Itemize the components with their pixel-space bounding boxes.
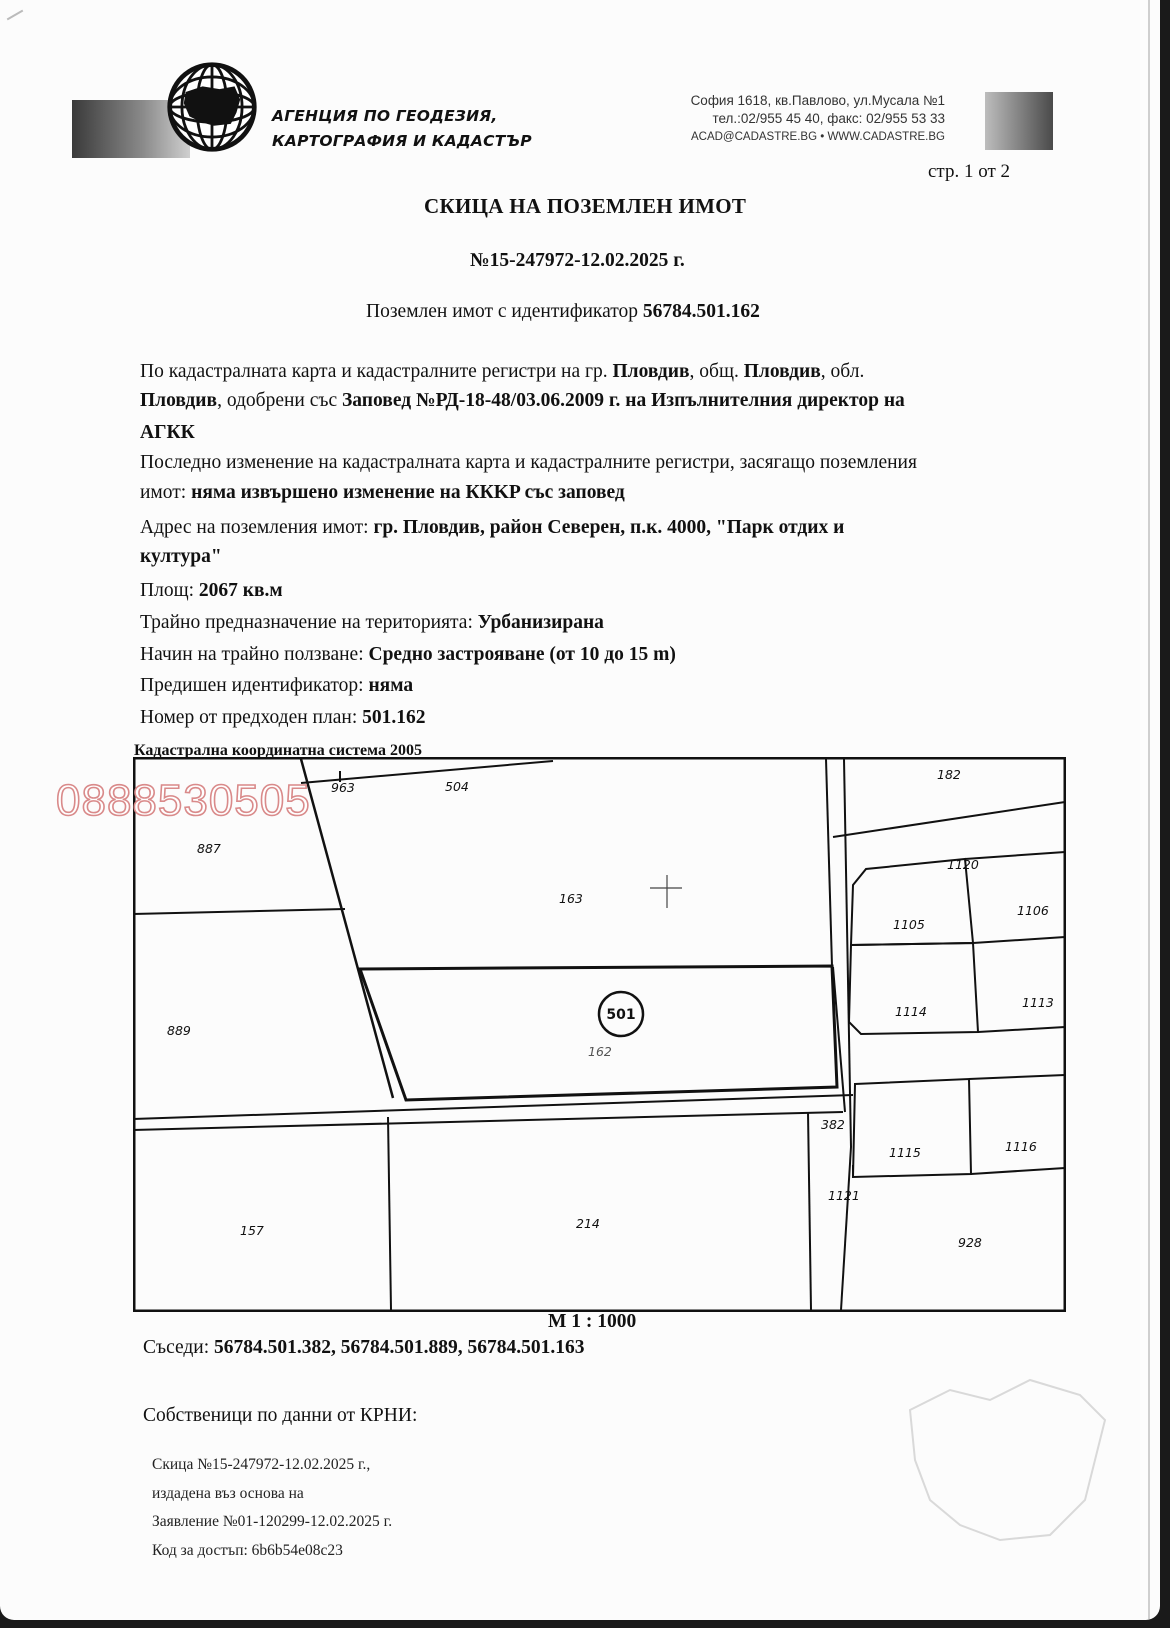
parcel-label-1116: 1116: [1005, 1139, 1037, 1154]
usage-value: Средно застрояване (от 10 до 15 m): [368, 644, 676, 665]
footer-application-ref: Заявление №01-120299-12.02.2025 г.: [152, 1513, 393, 1530]
region-name: Пловдив: [140, 390, 218, 411]
previous-plan-label: Номер от предходен план:: [140, 707, 363, 728]
last-change-value: няма извършено изменение на ККKP със заповед: [191, 482, 625, 503]
neighbors-value: 56784.501.382, 56784.501.889, 56784.501.163: [214, 1337, 585, 1358]
parcel-1114-boundary: [849, 943, 978, 1034]
agency-phone-fax: тел.:02/955 45 40, факс: 02/955 53 33: [712, 111, 945, 126]
address-value: гр. Пловдив, район Северен, п.к. 4000, "Парк отдих и: [373, 517, 845, 538]
text: , обл.: [820, 361, 865, 382]
cadastral-map: [133, 757, 1066, 1312]
agency-abbr: АГКК: [140, 422, 195, 443]
last-change-value-line: [140, 482, 625, 504]
parcel-1115-boundary: [853, 1079, 971, 1177]
parcel-label-163: 163: [559, 891, 583, 906]
parcel-label-963: 963: [331, 780, 355, 795]
parcel-boundary: [973, 937, 1065, 943]
agency-name-line1: АГЕНЦИЯ ПО ГЕОДЕЗИЯ,: [272, 107, 498, 125]
order-reference: Заповед №РД-18-48/03.06.2009 г. на Изпълнителния директор на: [342, 390, 905, 411]
agency-web: ACAD@CADASTRE.BG • WWW.CADASTRE.BG: [690, 131, 945, 143]
parcel-boundary: [826, 759, 832, 966]
agency-name: [272, 104, 532, 154]
parcel-162-boundary: [360, 966, 837, 1100]
parcel-circle-label: 501: [606, 1007, 636, 1023]
neighbors-line: [143, 1337, 585, 1359]
purpose-line: [140, 612, 604, 634]
scan-mark: [7, 10, 24, 21]
header-gradient-bar-right: [985, 92, 1053, 150]
page-number: стр. 1 от 2: [928, 161, 1011, 182]
map-scale: М 1 : 1000: [548, 1311, 637, 1332]
parcel-label-162: 162: [588, 1044, 612, 1059]
parcel-label-928: 928: [958, 1235, 982, 1250]
previous-id-label: Предишен идентификатор:: [140, 675, 369, 696]
parcel-boundary: [133, 909, 345, 914]
cadastral-map-line: [140, 361, 864, 383]
parcel-boundary: [833, 802, 1065, 837]
purpose-label: Трайно предназначение на територията:: [140, 612, 478, 633]
agency-name-line2: КАРТОГРАФИЯ И КАДАСТЪР: [272, 132, 532, 150]
address-value-cont: култура": [140, 546, 222, 567]
footer-sketch-ref: Скица №15-247972-12.02.2025 г.,: [152, 1456, 371, 1473]
agency-contacts: [620, 92, 945, 146]
last-change-line: Последно изменение на кадастралната карта и кадастралните регистри, засягащо поземления: [140, 452, 917, 473]
previous-id-value: няма: [368, 675, 414, 696]
parcel-boundary: [388, 1117, 391, 1310]
agency-address: София 1618, кв.Павлово, ул.Мусала №1: [690, 93, 945, 108]
previous-plan-line: [140, 707, 425, 729]
usage-label: Начин на трайно ползване:: [140, 644, 369, 665]
municipality-name: Пловдив: [743, 361, 821, 382]
parcel-label-889: 889: [167, 1023, 191, 1038]
text: имот:: [140, 482, 192, 503]
parcel-label-504: 504: [445, 779, 469, 794]
parcel-boundary: [969, 1075, 1065, 1079]
watermark-phone: 0888530505: [56, 776, 311, 825]
parcel-label-214: 214: [576, 1216, 600, 1231]
parcel-label-1105: 1105: [893, 917, 925, 932]
text: , одобрени със: [217, 390, 343, 411]
area-label: Площ:: [140, 580, 199, 601]
owners-heading: Собственици по данни от КРНИ:: [143, 1405, 418, 1426]
usage-line: [140, 644, 676, 666]
scan-edge-line: [1148, 0, 1150, 1620]
document-number: №15-247972-12.02.2025 г.: [470, 250, 685, 271]
parcel-label-887: 887: [197, 841, 221, 856]
footer-access-code: Код за достъп: 6b6b54e08c23: [152, 1542, 343, 1559]
address-line: [140, 517, 844, 539]
footer-issued-on: издадена въз основа на: [152, 1485, 304, 1502]
parcel-label-1121: 1121: [828, 1188, 860, 1203]
agency-globe-logo-icon: [165, 60, 259, 154]
parcel-boundary: [808, 1112, 811, 1310]
parcel-boundary: [978, 1027, 1065, 1032]
coordinate-system: Кадастрална координатна система 2005: [134, 742, 422, 759]
city-name: Пловдив: [612, 361, 690, 382]
area-value: 2067 кв.м: [198, 580, 283, 601]
parcel-boundary: [841, 1147, 851, 1310]
text: , общ.: [689, 361, 744, 382]
parcel-label-1120: 1120: [947, 857, 979, 872]
parcel-label-1113: 1113: [1022, 995, 1054, 1010]
parcel-label-157: 157: [240, 1223, 264, 1238]
address-label: Адрес на поземления имот:: [140, 517, 374, 538]
bulgaria-outline-icon: [880, 1350, 1130, 1570]
text: По кадастралната карта и кадастралните регистри на гр.: [140, 361, 613, 382]
parcel-label-182: 182: [937, 767, 961, 782]
parcel-boundary: [965, 852, 1065, 859]
parcel-label-1106: 1106: [1017, 903, 1049, 918]
identifier-value: 56784.501.162: [642, 301, 760, 322]
order-line: [140, 390, 905, 412]
previous-id-line: [140, 675, 413, 697]
parcel-label-1114: 1114: [895, 1004, 927, 1019]
parcel-boundary: [301, 759, 393, 1098]
parcel-label-1115: 1115: [889, 1145, 921, 1160]
neighbors-label: Съседи:: [143, 1337, 215, 1358]
previous-plan-value: 501.162: [362, 707, 426, 728]
identifier-label: Поземлен имот с идентификатор: [366, 301, 643, 322]
property-identifier-line: [366, 301, 760, 323]
document-title: СКИЦА НА ПОЗЕМЛЕН ИМОТ: [424, 194, 747, 218]
area-line: [140, 580, 283, 602]
purpose-value: Урбанизирана: [477, 612, 604, 633]
parcel-boundary: [971, 1168, 1065, 1174]
parcel-label-382: 382: [821, 1117, 845, 1132]
